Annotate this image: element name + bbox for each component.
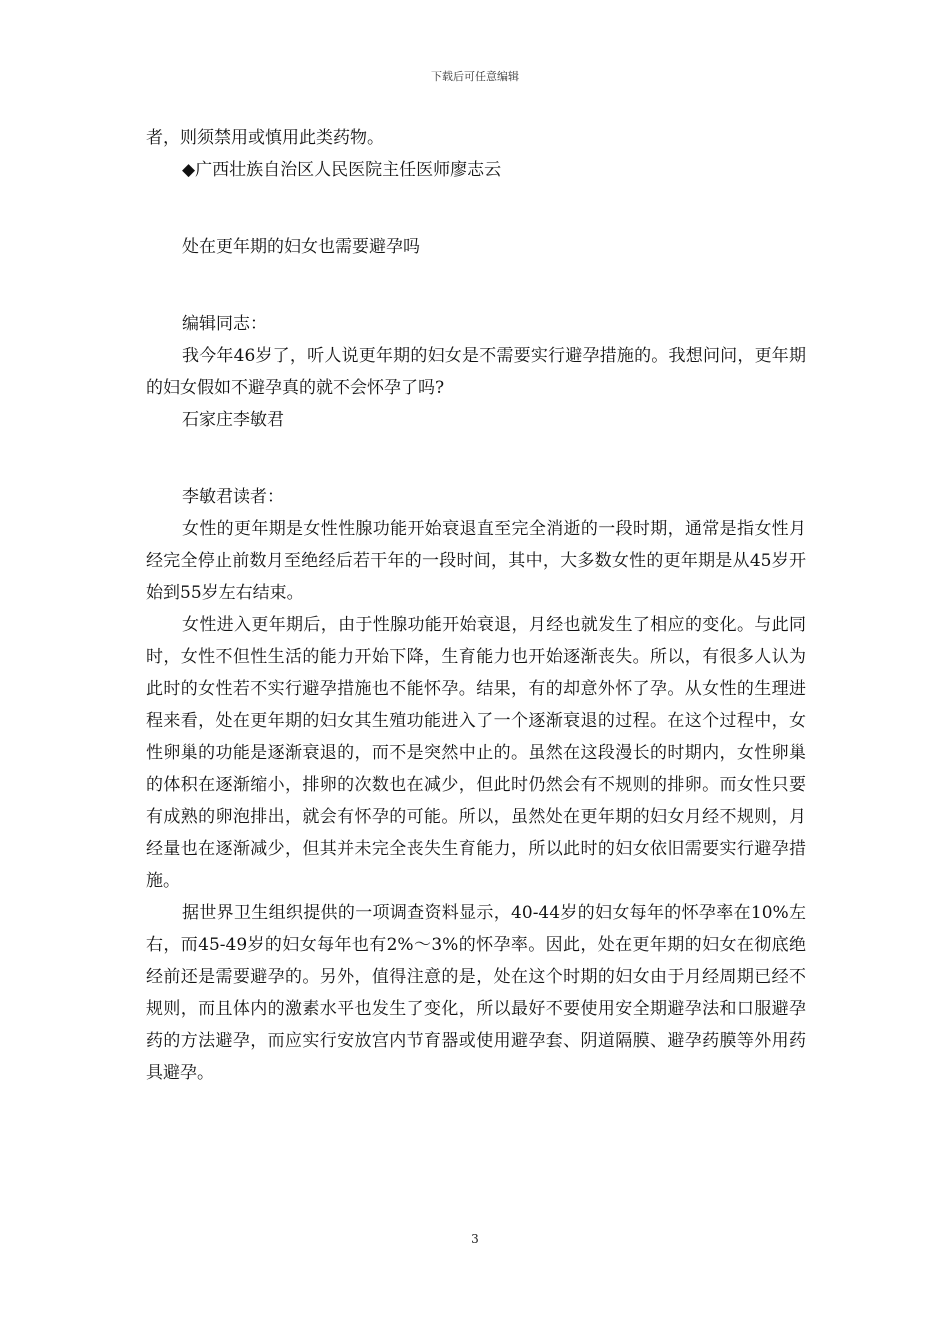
letter-title: 处在更年期的妇女也需要避孕吗 — [182, 237, 420, 257]
header-note: 下载后可任意编辑 — [431, 70, 519, 83]
reply-greeting: 李敏君读者： — [182, 487, 284, 507]
reader-signature: 石家庄李敏君 — [182, 410, 284, 430]
reply-paragraph-3: 据世界卫生组织提供的一项调查资料显示，40-44岁的妇女每年的怀孕率在10%左右，而45-49岁的妇女每年也有2%～3%的怀孕率。因此，处在更年期的妇女在彻底绝经前还是需要避孕的。另外，值得注意的是，处在这个时期的妇女由于月经周期已经不规则，而且体内的激素水平也发生了变化，所以最好不要使用安全期避孕法和口服避孕药的方法避孕，而应实行安放宫内节育器或使用避孕套、阴道隔膜、避孕药膜等外用药具避孕。 — [146, 903, 806, 1083]
letter-greeting: 编辑同志： — [182, 314, 267, 334]
document-body — [146, 122, 806, 1089]
page-number: 3 — [471, 1232, 479, 1246]
author-byline: ◆广西壮族自治区人民医院主任医师廖志云 — [182, 160, 502, 180]
reply-paragraph-1: 女性的更年期是女性性腺功能开始衰退直至完全消逝的一段时期，通常是指女性月经完全停止前数月至绝经后若干年的一段时间，其中，大多数女性的更年期是从45岁开始到55岁左右结束。 — [146, 519, 806, 603]
reply-paragraph-2: 女性进入更年期后，由于性腺功能开始衰退，月经也就发生了相应的变化。与此同时，女性不但性生活的能力开始下降，生育能力也开始逐渐丧失。所以，有很多人认为此时的女性若不实行避孕措施也不能怀孕。结果，有的却意外怀了孕。从女性的生理进程来看，处在更年期的妇女其生殖功能进入了一个逐渐衰退的过程。在这个过程中，女性卵巢的功能是逐渐衰退的，而不是突然中止的。虽然在这段漫长的时期内，女性卵巢的体积在逐渐缩小，排卵的次数也在减少，但此时仍然会有不规则的排卵。而女性只要有成熟的卵泡排出，就会有怀孕的可能。所以，虽然处在更年期的妇女月经不规则，月经量也在逐渐减少，但其并未完全丧失生育能力，所以此时的妇女依旧需要实行避孕措施。 — [146, 615, 806, 891]
intro-fragment: 者，则须禁用或慎用此类药物。 — [146, 128, 384, 148]
reader-question: 我今年46岁了，听人说更年期的妇女是不需要实行避孕措施的。我想问问，更年期的妇女假如不避孕真的就不会怀孕了吗? — [146, 346, 806, 398]
